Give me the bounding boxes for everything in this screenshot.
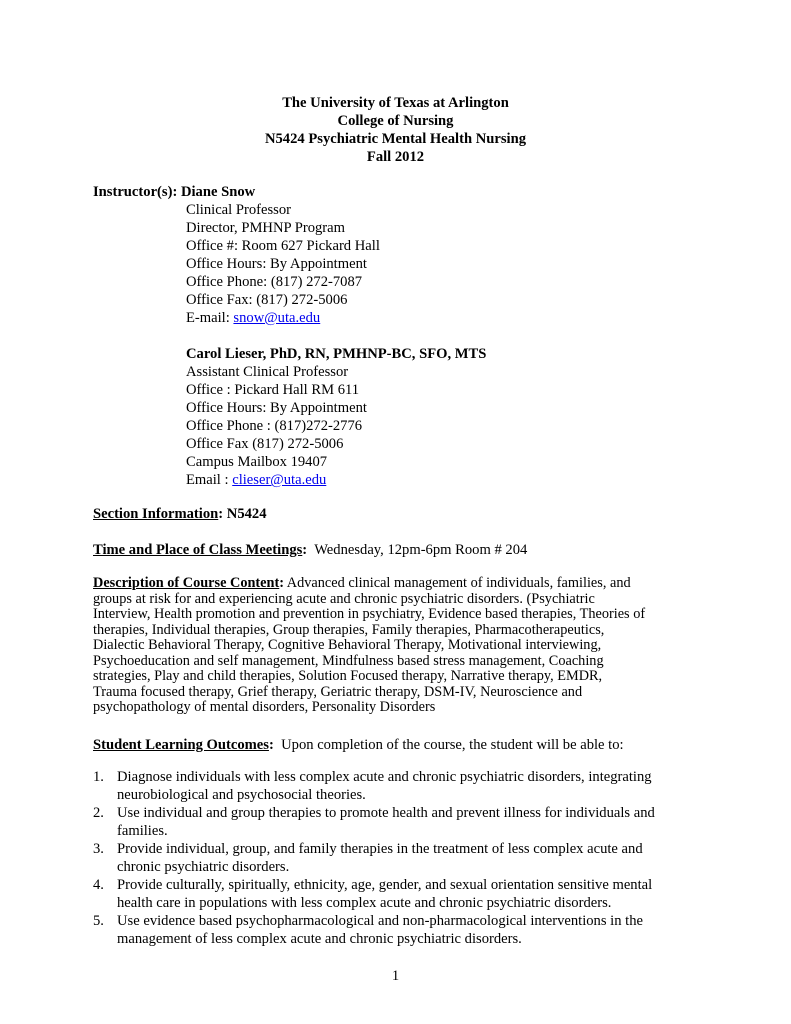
instructor-2-email-row xyxy=(186,471,486,489)
instructor-2-line: Office Phone : (817)272-2776 xyxy=(186,418,363,434)
description-line: Interview, Health promotion and prevention in psychiatry, Evidence based therapies, Theories of xyxy=(93,606,646,622)
description-colon: : xyxy=(279,575,285,591)
outcome-text: chronic psychiatric disorders. xyxy=(117,859,290,875)
outcome-number: 2. xyxy=(93,805,104,821)
outcome-text: health care in populations with less complex acute and chronic psychiatric disorders. xyxy=(117,895,612,911)
instructor-2-name: Carol Lieser, PhD, RN, PMHNP-BC, SFO, MTS xyxy=(186,346,487,362)
instructor-1-line: Office #: Room 627 Pickard Hall xyxy=(186,238,380,254)
email-label: E-mail: xyxy=(186,310,234,326)
outcome-number: 5. xyxy=(93,913,104,929)
outcomes-label: Student Learning Outcomes xyxy=(93,737,269,753)
section-information-value: : N5424 xyxy=(218,506,267,522)
description-line: groups at risk for and experiencing acute and chronic psychiatric disorders. (Psychiatric xyxy=(93,590,595,607)
description-line: strategies, Play and child therapies, Solution Focused therapy, Narrative therapy, EMDR, xyxy=(93,668,603,684)
instructor-1-name: Diane Snow xyxy=(180,184,256,200)
page-number: 1 xyxy=(391,968,400,984)
time-place xyxy=(93,541,527,559)
instructor-2-details xyxy=(186,345,486,489)
outcome-item xyxy=(93,876,713,912)
learning-outcomes-heading xyxy=(93,736,624,754)
university-title: The University of Texas at Arlington xyxy=(282,95,509,111)
instructor-1-line: Director, PMHNP Program xyxy=(186,220,345,236)
section-information xyxy=(93,505,267,523)
description-label: Description of Course Content xyxy=(93,575,280,591)
outcomes-intro: Upon completion of the course, the student will be able to: xyxy=(273,737,624,753)
outcome-number: 4. xyxy=(93,877,104,893)
instructor-2-line: Office Fax (817) 272-5006 xyxy=(186,436,344,452)
outcomes-colon: : xyxy=(268,737,274,753)
outcome-number: 3. xyxy=(93,841,104,857)
course-description xyxy=(93,576,705,716)
instructor-1-details xyxy=(186,201,380,327)
instructor-2-line: Office : Pickard Hall RM 611 xyxy=(186,382,360,398)
instructor-1-email-link[interactable]: snow@uta.edu xyxy=(233,310,321,326)
instructor-1-email-row xyxy=(186,309,380,327)
outcome-text: Provide culturally, spiritually, ethnicity, age, gender, and sexual orientation sensitive mental xyxy=(117,877,653,893)
time-place-label: Time and Place of Class Meetings xyxy=(93,542,303,558)
section-information-label: Section Information xyxy=(93,506,219,522)
outcome-item xyxy=(93,912,713,948)
outcome-number: 1. xyxy=(93,769,104,785)
instructor-1-line: Office Phone: (817) 272-7087 xyxy=(186,274,363,290)
instructor-2-line: Campus Mailbox 19407 xyxy=(186,454,328,470)
description-line: Trauma focused therapy, Grief therapy, Geriatric therapy, DSM-IV, Neuroscience and xyxy=(93,683,583,700)
outcome-text: families. xyxy=(117,823,168,839)
email-label: Email : xyxy=(186,472,233,488)
outcome-item xyxy=(93,804,713,840)
outcome-text: Provide individual, group, and family therapies in the treatment of less complex acute and xyxy=(117,841,643,857)
instructor-2-email-link[interactable]: clieser@uta.edu xyxy=(232,472,327,488)
description-line: psychopathology of mental disorders, Personality Disorders xyxy=(93,699,436,715)
instructor-1-line: Office Hours: By Appointment xyxy=(186,256,367,272)
term-title: Fall 2012 xyxy=(366,149,425,165)
description-line: Dialectic Behavioral Therapy, Cognitive Behavioral Therapy, Motivational interviewing, xyxy=(93,637,602,653)
college-title: College of Nursing xyxy=(337,113,454,129)
outcome-text: management of less complex acute and chronic psychiatric disorders. xyxy=(117,931,522,947)
description-text: Advanced clinical management of individuals, families, and xyxy=(284,575,631,591)
outcome-item xyxy=(93,840,713,876)
instructor-1-line: Office Fax: (817) 272-5006 xyxy=(186,292,348,308)
outcome-text: Use evidence based psychopharmacological and non-pharmacological interventions in the xyxy=(117,913,644,929)
outcome-item xyxy=(93,768,713,804)
instructor-2-line: Assistant Clinical Professor xyxy=(186,364,349,380)
outcome-text: Diagnose individuals with less complex acute and chronic psychiatric disorders, integrating xyxy=(117,769,652,785)
description-line: Psychoeducation and self management, Mindfulness based stress management, Coaching xyxy=(93,652,604,669)
outcome-text: Use individual and group therapies to promote health and prevent illness for individuals and xyxy=(117,805,655,821)
instructor-2-line: Office Hours: By Appointment xyxy=(186,400,367,416)
instructor-1-line: Clinical Professor xyxy=(186,202,291,218)
time-place-value: Wednesday, 12pm-6pm Room # 204 xyxy=(307,542,528,558)
description-line xyxy=(93,576,705,592)
instructors-label: Instructor(s): xyxy=(93,184,181,200)
learning-outcomes-list xyxy=(93,768,713,948)
description-line: therapies, Individual therapies, Group therapies, Family therapies, Pharmacotherapeutics, xyxy=(93,621,605,638)
course-title: N5424 Psychiatric Mental Health Nursing xyxy=(264,131,527,147)
outcome-text: neurobiological and psychosocial theories. xyxy=(117,787,366,803)
instructors-heading xyxy=(93,183,255,201)
time-place-colon: : xyxy=(302,542,308,558)
